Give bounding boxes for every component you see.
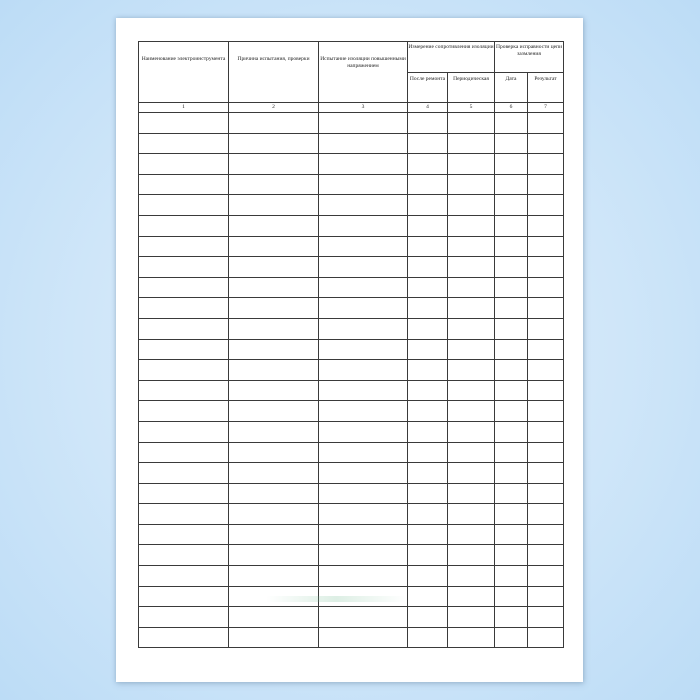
- entry-cell[interactable]: [408, 298, 448, 319]
- entry-cell[interactable]: [495, 586, 528, 607]
- entry-cell[interactable]: [495, 627, 528, 648]
- entry-cell[interactable]: [139, 566, 229, 587]
- entry-cell[interactable]: [139, 421, 229, 442]
- entry-cell[interactable]: [408, 524, 448, 545]
- entry-cell[interactable]: [319, 401, 408, 422]
- table-row: [139, 421, 564, 442]
- entry-cell[interactable]: [448, 154, 495, 175]
- entry-cell[interactable]: [408, 257, 448, 278]
- entry-cell[interactable]: [448, 195, 495, 216]
- entry-cell[interactable]: [319, 195, 408, 216]
- entry-cell[interactable]: [229, 504, 319, 525]
- entry-cell[interactable]: [229, 607, 319, 628]
- entry-cell[interactable]: [408, 277, 448, 298]
- entry-cell[interactable]: [139, 215, 229, 236]
- table-row: [139, 215, 564, 236]
- entry-cell[interactable]: [319, 277, 408, 298]
- entry-cell[interactable]: [448, 607, 495, 628]
- entry-cell[interactable]: [448, 380, 495, 401]
- entry-cell[interactable]: [528, 257, 564, 278]
- entry-cell[interactable]: [528, 154, 564, 175]
- table-row: [139, 380, 564, 401]
- entry-cell[interactable]: [319, 318, 408, 339]
- entry-cell[interactable]: [448, 318, 495, 339]
- entry-cell[interactable]: [229, 298, 319, 319]
- entry-cell[interactable]: [448, 401, 495, 422]
- table-row: [139, 318, 564, 339]
- entry-cell[interactable]: [229, 277, 319, 298]
- entry-cell[interactable]: [495, 421, 528, 442]
- column-number: 3: [319, 103, 408, 113]
- form-sheet: [116, 18, 583, 682]
- entry-cell[interactable]: [528, 524, 564, 545]
- entry-cell[interactable]: [448, 463, 495, 484]
- entry-cell[interactable]: [319, 339, 408, 360]
- entry-cell[interactable]: [139, 607, 229, 628]
- entry-cell[interactable]: [319, 607, 408, 628]
- entry-cell[interactable]: [229, 483, 319, 504]
- entry-cell[interactable]: [139, 442, 229, 463]
- entry-cell[interactable]: [528, 442, 564, 463]
- entry-cell[interactable]: [495, 380, 528, 401]
- entry-cell[interactable]: [448, 277, 495, 298]
- entry-cell[interactable]: [528, 195, 564, 216]
- entry-cell[interactable]: [495, 524, 528, 545]
- table-row: [139, 463, 564, 484]
- entry-cell[interactable]: [448, 113, 495, 134]
- entry-cell[interactable]: [139, 298, 229, 319]
- header-result: Результат: [528, 73, 564, 103]
- entry-cell[interactable]: [448, 442, 495, 463]
- entry-cell[interactable]: [408, 133, 448, 154]
- entry-cell[interactable]: [408, 463, 448, 484]
- entry-cell[interactable]: [528, 463, 564, 484]
- entry-cell[interactable]: [495, 215, 528, 236]
- entry-cell[interactable]: [495, 545, 528, 566]
- entry-cell[interactable]: [408, 113, 448, 134]
- entry-cell[interactable]: [528, 566, 564, 587]
- entry-cell[interactable]: [528, 401, 564, 422]
- entry-cell[interactable]: [495, 257, 528, 278]
- entry-cell[interactable]: [229, 236, 319, 257]
- entry-cell[interactable]: [408, 504, 448, 525]
- entry-cell[interactable]: [495, 236, 528, 257]
- entry-cell[interactable]: [319, 360, 408, 381]
- entry-cell[interactable]: [408, 483, 448, 504]
- entry-cell[interactable]: [229, 133, 319, 154]
- header-reason: Причина испытания, проверки: [229, 42, 319, 103]
- entry-cell[interactable]: [495, 483, 528, 504]
- entry-cell[interactable]: [139, 257, 229, 278]
- entry-cell[interactable]: [319, 483, 408, 504]
- entry-cell[interactable]: [139, 174, 229, 195]
- entry-cell[interactable]: [528, 421, 564, 442]
- entry-cell[interactable]: [319, 257, 408, 278]
- header-ground-group: Проверка исправности цепи зазмления: [495, 42, 564, 73]
- entry-cell[interactable]: [528, 504, 564, 525]
- entry-cell[interactable]: [139, 627, 229, 648]
- header-after-repair: После ремонта: [408, 73, 448, 103]
- entry-cell[interactable]: [495, 442, 528, 463]
- entry-cell[interactable]: [448, 586, 495, 607]
- entry-cell[interactable]: [448, 298, 495, 319]
- column-number: 7: [528, 103, 564, 113]
- entry-cell[interactable]: [495, 566, 528, 587]
- entry-cell[interactable]: [528, 380, 564, 401]
- entry-cell[interactable]: [528, 318, 564, 339]
- table-row: [139, 483, 564, 504]
- entry-cell[interactable]: [495, 113, 528, 134]
- entry-cell[interactable]: [319, 442, 408, 463]
- entry-cell[interactable]: [528, 174, 564, 195]
- column-number: 2: [229, 103, 319, 113]
- entry-cell[interactable]: [495, 463, 528, 484]
- table-row: [139, 545, 564, 566]
- entry-cell[interactable]: [528, 277, 564, 298]
- table-row: [139, 339, 564, 360]
- table-row: [139, 566, 564, 587]
- entry-cell[interactable]: [448, 421, 495, 442]
- entry-cell[interactable]: [528, 360, 564, 381]
- entry-cell[interactable]: [319, 174, 408, 195]
- entry-cell[interactable]: [448, 524, 495, 545]
- entry-cell[interactable]: [408, 627, 448, 648]
- entry-cell[interactable]: [319, 524, 408, 545]
- entry-cell[interactable]: [408, 360, 448, 381]
- entry-cell[interactable]: [229, 154, 319, 175]
- entry-cell[interactable]: [139, 339, 229, 360]
- entry-cell[interactable]: [229, 545, 319, 566]
- column-number: 6: [495, 103, 528, 113]
- entry-cell[interactable]: [408, 401, 448, 422]
- entry-cell[interactable]: [139, 401, 229, 422]
- entry-cell[interactable]: [528, 586, 564, 607]
- entry-cell[interactable]: [528, 298, 564, 319]
- header-periodic: Периодическая: [448, 73, 495, 103]
- entry-cell[interactable]: [229, 174, 319, 195]
- entry-cell[interactable]: [448, 133, 495, 154]
- entry-cell[interactable]: [139, 277, 229, 298]
- entry-cell[interactable]: [139, 524, 229, 545]
- entry-cell[interactable]: [448, 360, 495, 381]
- entry-cell[interactable]: [139, 586, 229, 607]
- header-resistance-group: Измерение сопротивления изоляции: [408, 42, 495, 73]
- entry-cell[interactable]: [495, 298, 528, 319]
- power-tool-test-log-table: [138, 41, 564, 648]
- table-row: [139, 360, 564, 381]
- table-row: [139, 113, 564, 134]
- entry-cell[interactable]: [408, 174, 448, 195]
- entry-cell[interactable]: [319, 154, 408, 175]
- entry-cell[interactable]: [448, 236, 495, 257]
- entry-cell[interactable]: [528, 236, 564, 257]
- entry-cell[interactable]: [448, 504, 495, 525]
- entry-cell[interactable]: [139, 504, 229, 525]
- entry-cell[interactable]: [139, 154, 229, 175]
- entry-cell[interactable]: [319, 215, 408, 236]
- table-row: [139, 627, 564, 648]
- entry-cell[interactable]: [495, 195, 528, 216]
- faded-watermark: [266, 596, 406, 602]
- entry-cell[interactable]: [495, 277, 528, 298]
- entry-cell[interactable]: [319, 421, 408, 442]
- entry-cell[interactable]: [229, 195, 319, 216]
- entry-cell[interactable]: [448, 545, 495, 566]
- header-tool-name: Наименование электроинструмента: [139, 42, 229, 103]
- entry-cell[interactable]: [408, 586, 448, 607]
- entry-cell[interactable]: [319, 545, 408, 566]
- entry-cell[interactable]: [139, 318, 229, 339]
- entry-cell[interactable]: [495, 339, 528, 360]
- entry-cell[interactable]: [528, 133, 564, 154]
- table-row: [139, 257, 564, 278]
- column-number: 1: [139, 103, 229, 113]
- entry-cell[interactable]: [408, 236, 448, 257]
- entry-cell[interactable]: [408, 195, 448, 216]
- entry-cell[interactable]: [229, 566, 319, 587]
- entry-cell[interactable]: [229, 627, 319, 648]
- entry-cell[interactable]: [408, 380, 448, 401]
- column-number: 4: [408, 103, 448, 113]
- entry-cell[interactable]: [448, 339, 495, 360]
- header-date: Дата: [495, 73, 528, 103]
- entry-cell[interactable]: [139, 195, 229, 216]
- entry-cell[interactable]: [139, 545, 229, 566]
- entry-cell[interactable]: [319, 113, 408, 134]
- entry-cell[interactable]: [408, 318, 448, 339]
- column-number-row: [139, 103, 564, 113]
- entry-cell[interactable]: [408, 154, 448, 175]
- entry-cell[interactable]: [495, 174, 528, 195]
- entry-cell[interactable]: [495, 607, 528, 628]
- entry-cell[interactable]: [495, 318, 528, 339]
- entry-cell[interactable]: [139, 463, 229, 484]
- entry-cell[interactable]: [528, 215, 564, 236]
- entry-cell[interactable]: [229, 360, 319, 381]
- entry-cell[interactable]: [495, 360, 528, 381]
- entry-cell[interactable]: [229, 215, 319, 236]
- entry-cell[interactable]: [408, 442, 448, 463]
- header-row-primary: [139, 42, 564, 73]
- entry-cell[interactable]: [495, 504, 528, 525]
- entry-cell[interactable]: [319, 133, 408, 154]
- entry-cell[interactable]: [448, 483, 495, 504]
- entry-cell[interactable]: [528, 607, 564, 628]
- table-row: [139, 607, 564, 628]
- entry-cell[interactable]: [229, 463, 319, 484]
- header-insulation-test: Испытание изоляции повышенными напряжением: [319, 42, 408, 103]
- entry-cell[interactable]: [229, 339, 319, 360]
- entry-cell[interactable]: [229, 318, 319, 339]
- entry-cell[interactable]: [319, 463, 408, 484]
- entry-cell[interactable]: [408, 607, 448, 628]
- entry-cell[interactable]: [139, 483, 229, 504]
- entry-cell[interactable]: [229, 421, 319, 442]
- entry-cell[interactable]: [528, 627, 564, 648]
- entry-cell[interactable]: [495, 133, 528, 154]
- entry-cell[interactable]: [319, 236, 408, 257]
- entry-cell[interactable]: [448, 257, 495, 278]
- entry-cell[interactable]: [139, 380, 229, 401]
- table-row: [139, 298, 564, 319]
- column-number: 5: [448, 103, 495, 113]
- table-row: [139, 401, 564, 422]
- table-row: [139, 504, 564, 525]
- entry-cell[interactable]: [229, 257, 319, 278]
- table-row: [139, 174, 564, 195]
- entry-cell[interactable]: [448, 215, 495, 236]
- entry-cell[interactable]: [448, 566, 495, 587]
- table-row: [139, 236, 564, 257]
- entry-cell[interactable]: [229, 524, 319, 545]
- entry-cell[interactable]: [528, 545, 564, 566]
- entry-cell[interactable]: [319, 298, 408, 319]
- entry-cell[interactable]: [229, 380, 319, 401]
- entry-cell[interactable]: [408, 566, 448, 587]
- entry-cell[interactable]: [495, 401, 528, 422]
- entry-cell[interactable]: [319, 566, 408, 587]
- entry-cell[interactable]: [408, 339, 448, 360]
- entry-cell[interactable]: [319, 380, 408, 401]
- entry-cell[interactable]: [408, 215, 448, 236]
- entry-cell[interactable]: [139, 360, 229, 381]
- entry-cell[interactable]: [408, 545, 448, 566]
- entry-cell[interactable]: [229, 401, 319, 422]
- entry-cell[interactable]: [528, 113, 564, 134]
- entry-cell[interactable]: [528, 483, 564, 504]
- table-row: [139, 442, 564, 463]
- entry-cell[interactable]: [139, 133, 229, 154]
- entry-cell[interactable]: [139, 113, 229, 134]
- table-row: [139, 277, 564, 298]
- table-row: [139, 133, 564, 154]
- entry-cell[interactable]: [448, 627, 495, 648]
- entry-cell[interactable]: [229, 113, 319, 134]
- table-row: [139, 195, 564, 216]
- entry-cell[interactable]: [495, 154, 528, 175]
- table-row: [139, 154, 564, 175]
- entry-cell[interactable]: [229, 442, 319, 463]
- entry-cell[interactable]: [319, 504, 408, 525]
- entry-cell[interactable]: [448, 174, 495, 195]
- table-row: [139, 524, 564, 545]
- entry-cell[interactable]: [319, 627, 408, 648]
- entry-cell[interactable]: [528, 339, 564, 360]
- entry-cell[interactable]: [139, 236, 229, 257]
- entry-cell[interactable]: [408, 421, 448, 442]
